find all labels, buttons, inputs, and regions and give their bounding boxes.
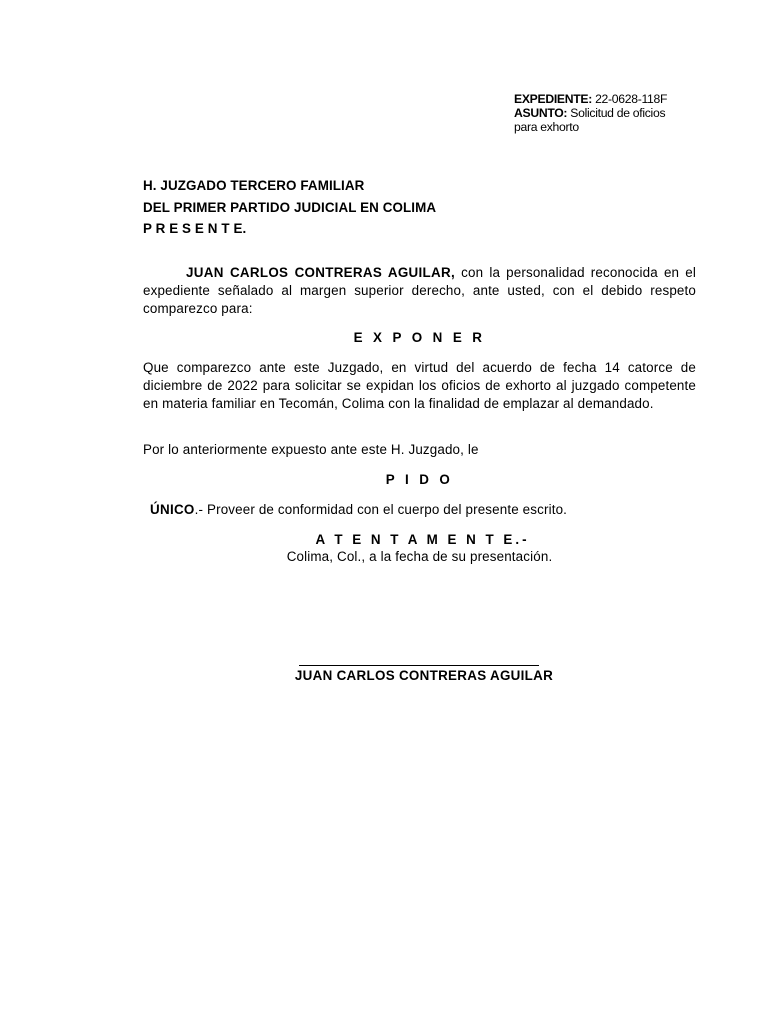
closing-paragraph: Por lo anteriormente expuesto ante este H. Juzgado, le <box>143 442 479 457</box>
expediente-label: EXPEDIENTE: <box>514 92 592 106</box>
addressee-block <box>143 175 643 240</box>
place-date: Colima, Col., a la fecha de su presentación. <box>286 549 553 564</box>
asunto-value-line1: Solicitud de oficios <box>570 106 666 120</box>
asunto-value-line2: para exhorto <box>514 120 579 134</box>
addressee-line3: P R E S E N T E. <box>143 221 247 236</box>
signature-line <box>299 665 539 666</box>
petition-label: ÚNICO <box>150 502 195 517</box>
addressee-line2: DEL PRIMER PARTIDO JUDICIAL EN COLIMA <box>143 199 437 215</box>
addressee-line1: H. JUZGADO TERCERO FAMILIAR <box>143 178 365 193</box>
asunto-label: ASUNTO: <box>514 106 568 120</box>
expediente-line <box>514 92 734 106</box>
exponer-heading: E X P O N E R <box>353 330 486 345</box>
pido-heading: P I D O <box>385 472 454 487</box>
petition-paragraph <box>150 501 710 519</box>
expediente-value: 22-0628-118F <box>595 92 668 106</box>
intro-paragraph <box>143 264 696 318</box>
intro-name: JUAN CARLOS CONTRERAS AGUILAR, <box>186 265 455 280</box>
body-paragraph: Que comparezco ante este Juzgado, en virtud del acuerdo de fecha 14 catorce de diciembre de 2022 para solicitar se expidan los oficios de exhorto al juzgado competente en materia familiar en Tecomán, Colima con la finalidad de emplazar al demandado. <box>143 360 696 411</box>
petition-text: .- Proveer de conformidad con el cuerpo del presente escrito. <box>194 502 568 517</box>
atentamente-heading: A T E N T A M E N T E.- <box>315 532 530 547</box>
intro-text: con la personalidad reconocida en el expediente señalado al margen superior derecho, ante usted, con el debido respeto comparezco para: <box>143 265 696 316</box>
case-header <box>514 92 734 134</box>
signer-name: JUAN CARLOS CONTRERAS AGUILAR <box>294 668 554 683</box>
asunto-line <box>514 106 734 120</box>
